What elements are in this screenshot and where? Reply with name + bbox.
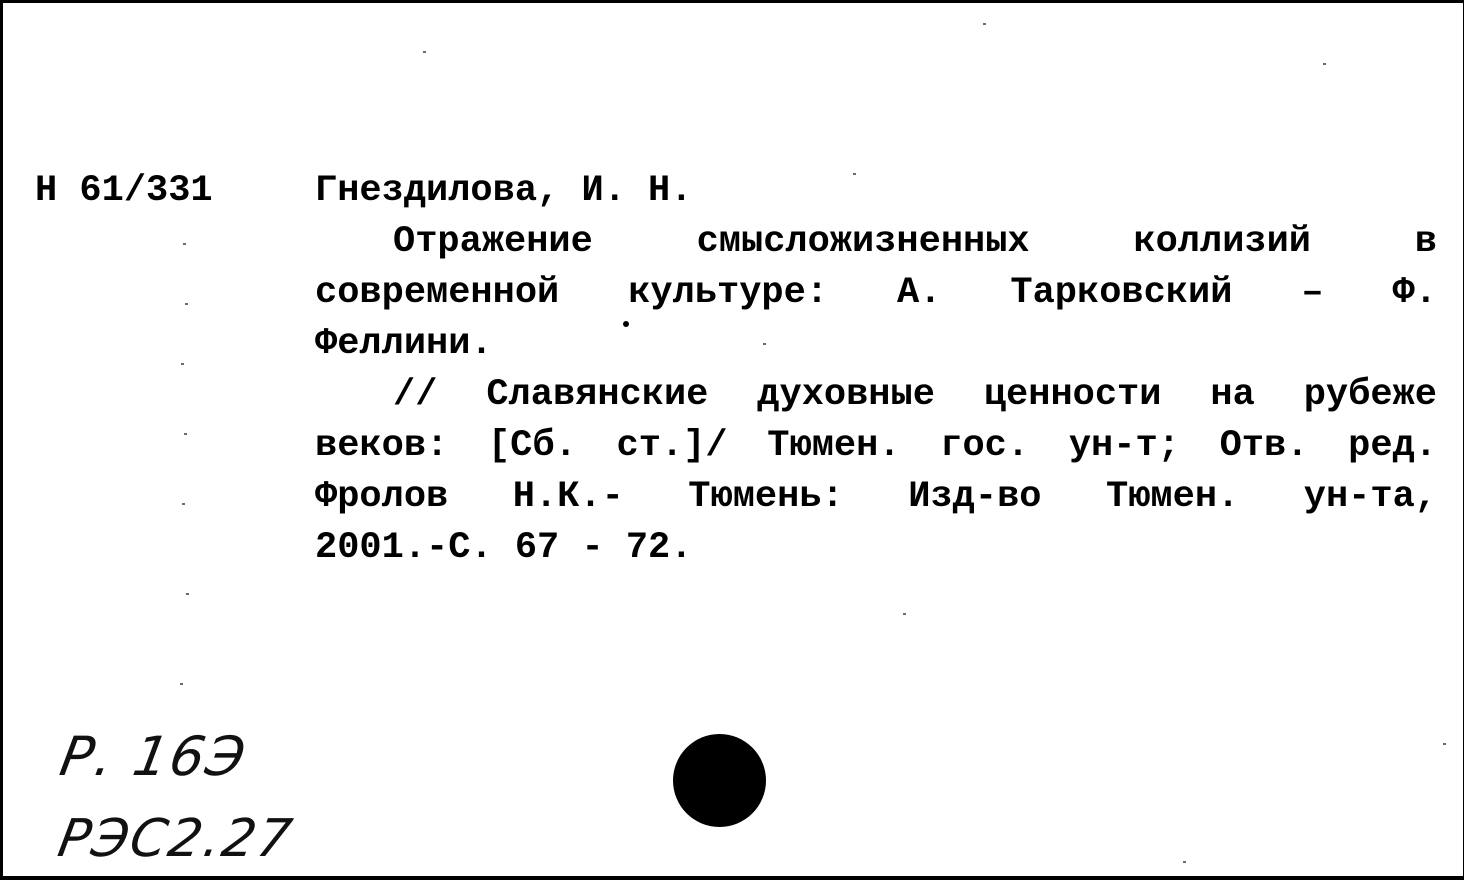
word: в (1414, 221, 1437, 263)
title-line-1 (315, 217, 1437, 268)
word: на (1210, 374, 1255, 416)
word: Феллини. (315, 323, 493, 365)
word: ст.]/ (616, 425, 728, 467)
word: ред. (1348, 425, 1437, 467)
word: Н.К.- (512, 476, 624, 518)
bibliographic-entry (315, 166, 1437, 574)
scan-speck (623, 321, 629, 327)
word: А. (897, 272, 942, 314)
source-line-2 (315, 421, 1437, 472)
scan-speck (1443, 743, 1446, 745)
word: ун-т; (1068, 425, 1180, 467)
word: веков: (315, 425, 449, 467)
word: смысложизненных (696, 221, 1030, 263)
word: ценности (983, 374, 1162, 416)
word: [Сб. (487, 425, 577, 467)
scan-speck (853, 173, 856, 175)
word: коллизий (1133, 221, 1312, 263)
scan-speck (181, 363, 184, 365)
word: Изд-во (908, 476, 1042, 518)
punch-hole (673, 734, 766, 827)
handwritten-note: РЭС2.27 (53, 809, 299, 869)
word: Фролов (315, 476, 449, 518)
scan-speck (1323, 63, 1326, 65)
word: современной (315, 272, 560, 314)
scan-speck (423, 51, 426, 53)
author: Гнездилова, И. Н. (315, 170, 693, 212)
word: культуре: (628, 272, 829, 314)
word: Тарковский (1010, 272, 1233, 314)
scan-speck (180, 683, 183, 685)
word: 2001.-С. 67 - 72. (315, 527, 693, 569)
scan-speck (182, 503, 185, 505)
word: гос. (940, 425, 1030, 467)
scan-speck (186, 593, 189, 595)
word: Отв. (1219, 425, 1309, 467)
scan-speck (983, 23, 986, 25)
word: Славянские (486, 374, 709, 416)
word: рубеже (1303, 374, 1437, 416)
word: духовные (757, 374, 935, 416)
source-line-4 (315, 523, 1437, 574)
shelfmark: Н 61/331 (35, 170, 213, 212)
word: Отражение (393, 221, 593, 263)
title-line-3 (315, 319, 1437, 370)
word: – (1301, 272, 1324, 314)
source-line-3 (315, 472, 1437, 523)
scan-speck (184, 433, 187, 435)
scan-speck (903, 613, 906, 615)
word: Тюмен. (1106, 476, 1240, 518)
word: Ф. (1392, 272, 1437, 314)
source-line-1 (315, 370, 1437, 421)
scan-speck (183, 243, 186, 245)
word: Тюмень: (688, 476, 844, 518)
word: // (393, 374, 438, 416)
scan-speck (1183, 861, 1186, 863)
title-line-2 (315, 268, 1437, 319)
word: Тюмен. (767, 425, 901, 467)
scan-speck (763, 343, 766, 345)
word: ун-та, (1303, 476, 1437, 518)
handwritten-note: Р. 16Э (55, 725, 252, 788)
scan-speck (185, 303, 188, 305)
